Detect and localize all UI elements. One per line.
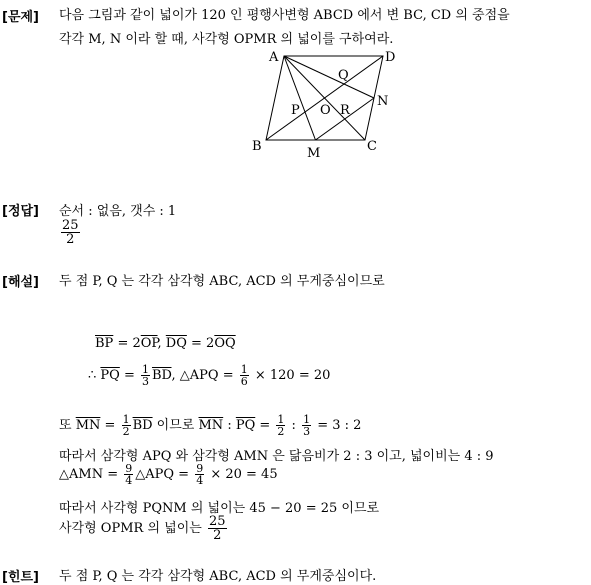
problem-line-1: 다음 그림과 같이 넓이가 120 인 평행사변형 ABCD 에서 변 BC, CD 의 중점을 xyxy=(59,8,510,23)
fraction-final xyxy=(208,515,227,542)
l5-den-1: 4 xyxy=(125,474,133,487)
answer-meta: 순서 : 없음, 갯수 : 1 xyxy=(59,204,177,219)
l7-text: 사각형 OPMR 의 넓이는 xyxy=(59,521,206,536)
l7-numerator: 25 xyxy=(208,514,226,529)
fraction-one-half xyxy=(122,414,131,437)
l5-num-1: 9 xyxy=(125,462,133,475)
segment-mn-2: $\overline{MN}$ xyxy=(198,418,224,433)
problem-tag: [문제] xyxy=(2,10,39,25)
eq1-equals-1: = 2 xyxy=(113,336,141,351)
label-p: P xyxy=(291,103,300,118)
hint-text: 두 점 P, Q 는 각각 삼각형 ABC, ACD 의 무게중심이다. xyxy=(59,569,377,584)
explanation-line-6: 따라서 사각형 PQNM 의 넓이는 45 − 20 = 25 이므로 xyxy=(59,501,380,516)
fraction-one-sixth xyxy=(240,364,249,387)
eq2-numerator: 1 xyxy=(141,363,149,376)
l3-den-1: 2 xyxy=(122,425,130,438)
l3-num-3: 1 xyxy=(303,413,311,426)
problem-line-2: 각각 M, N 이라 할 때, 사각형 OPMR 의 넓이를 구하여라. xyxy=(59,32,394,47)
fraction-nine-quarters-2 xyxy=(195,463,204,486)
explanation-line-7 xyxy=(59,515,229,542)
segment-mn: $\overline{MN}$ xyxy=(75,418,101,433)
l3-colon: : xyxy=(223,418,236,433)
eq1-separator: , xyxy=(157,336,166,351)
explanation-intro: 두 점 P, Q 는 각각 삼각형 ABC, ACD 의 무게중심이므로 xyxy=(59,274,385,289)
l5-prefix: △AMN = xyxy=(59,467,123,482)
eq2-triangle-apq: , △APQ = xyxy=(171,368,238,383)
equation-2 xyxy=(88,364,330,387)
explanation-tag: [해설] xyxy=(2,275,39,290)
l3-num-1: 1 xyxy=(122,413,130,426)
l3-prefix: 또 xyxy=(59,418,76,433)
eq2-denominator-2: 6 xyxy=(240,375,248,388)
segment-oq: $\overline{OQ}$ xyxy=(214,336,236,351)
label-q: Q xyxy=(338,68,349,83)
equation-1 xyxy=(95,336,236,351)
l3-colon-2: : xyxy=(287,418,301,433)
therefore-sign: ∴ xyxy=(88,368,101,383)
segment-op: $\overline{OP}$ xyxy=(140,336,158,351)
eq2-denominator: 3 xyxy=(141,375,149,388)
fraction-nine-quarters xyxy=(124,463,133,486)
label-r: R xyxy=(340,103,350,118)
l7-denominator: 2 xyxy=(208,528,227,542)
label-o: O xyxy=(320,103,331,118)
segment-pq: $\overline{PQ}$ xyxy=(100,368,120,383)
l5-den-2: 4 xyxy=(196,474,204,487)
label-a: A xyxy=(269,50,279,65)
label-m: M xyxy=(307,146,321,161)
label-b: B xyxy=(252,139,262,154)
segment-dq: $\overline{DQ}$ xyxy=(165,336,187,351)
eq1-equals-2: = 2 xyxy=(186,336,215,351)
segment-bp: $\overline{BP}$ xyxy=(95,336,114,351)
l3-equals: = xyxy=(100,418,120,433)
explanation-line-4: 따라서 삼각형 APQ 와 삼각형 AMN 은 닮음비가 2 : 3 이고, 넓이비는 4 : 9 xyxy=(59,449,494,464)
label-n: N xyxy=(377,94,389,109)
l3-result: = 3 : 2 xyxy=(313,418,362,433)
l3-equals-2: = xyxy=(255,418,275,433)
segment-bd-2: $\overline{BD}$ xyxy=(132,418,153,433)
parallelogram-figure xyxy=(240,46,410,162)
fraction-one-third xyxy=(141,364,150,387)
explanation-line-3 xyxy=(59,414,361,437)
label-c: C xyxy=(367,139,377,154)
hint-tag: [힌트] xyxy=(2,570,39,585)
fraction-half xyxy=(276,414,285,437)
answer-tag: [정답] xyxy=(2,204,39,219)
l3-den-2: 2 xyxy=(277,425,285,438)
segment-pq-2: $\overline{PQ}$ xyxy=(235,418,256,433)
answer-denominator: 2 xyxy=(61,232,80,246)
segment-bd: $\overline{BD}$ xyxy=(151,368,172,383)
answer-numerator: 25 xyxy=(62,218,79,233)
l3-num-2: 1 xyxy=(277,413,285,426)
eq2-equals: = xyxy=(119,368,139,383)
diagonal-bd xyxy=(266,56,383,140)
explanation-line-5 xyxy=(59,463,278,486)
l3-therefore: 이므로 xyxy=(152,418,199,433)
label-d: D xyxy=(385,50,396,65)
fraction-third xyxy=(302,414,311,437)
answer-fraction xyxy=(59,219,82,246)
l3-den-3: 3 xyxy=(303,425,311,438)
l5-middle: △APQ = xyxy=(135,467,194,482)
l5-num-2: 9 xyxy=(196,462,204,475)
eq2-numerator-2: 1 xyxy=(240,363,248,376)
l5-result: × 20 = 45 xyxy=(206,467,278,482)
eq2-tail: × 120 = 20 xyxy=(250,368,331,383)
